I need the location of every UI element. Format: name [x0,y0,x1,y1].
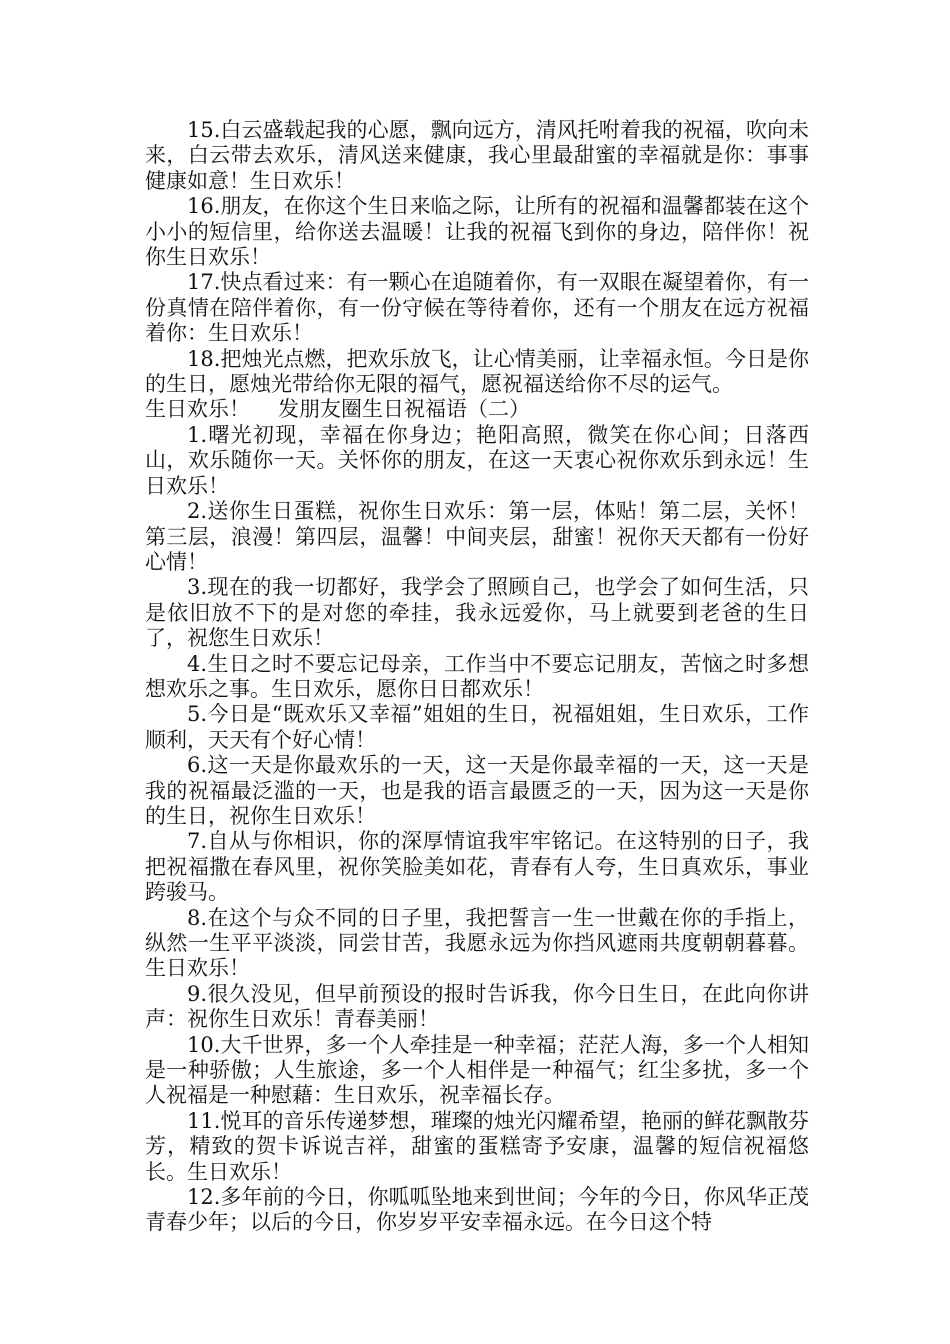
list-item: 10.大千世界，多一个人牵挂是一种幸福；茫茫人海，多一个人相知是一种骄傲；人生旅途，多一个人相伴是一种福气；红尘多扰，多一个人祝福是一种慰藉：生日欢乐，祝幸福长存。 [145,1032,809,1108]
paragraph-16: 16.朋友，在你这个生日来临之际，让所有的祝福和温馨都装在这个小小的短信里，给你送去温暖！让我的祝福飞到你的身边，陪伴你！祝你生日欢乐！ [145,194,809,270]
paragraph-15: 15.白云盛载起我的心愿，飘向远方，清风托咐着我的祝福，吹向未来，白云带去欢乐，清风送来健康，我心里最甜蜜的幸福就是你：事事健康如意！生日欢乐！ [145,118,809,193]
list-item: 1.曙光初现，幸福在你身边；艳阳高照，微笑在你心间；日落西山，欢乐随你一天。关怀你的朋友，在这一天衷心祝你欢乐到永远！生日欢乐！ [145,422,809,498]
list-item: 2.送你生日蛋糕，祝你生日欢乐：第一层，体贴！第二层，关怀！第三层，浪漫！第四层，温馨！中间夹层，甜蜜！祝你天天都有一份好心情！ [145,499,809,574]
paragraph-18: 18.把烛光点燃，把欢乐放飞，让心情美丽，让幸福永恒。今日是你的生日，愿烛光带给你无限的福气，愿祝福送给你不尽的运气。 [145,346,809,397]
list-item: 12.多年前的今日，你呱呱坠地来到世间；今年的今日，你风华正茂青春少年；以后的今日，你岁岁平安幸福永远。在今日这个特 [145,1185,809,1235]
list-item: 7.自从与你相识，你的深厚情谊我牢牢铭记。在这特别的日子，我把祝福撒在春风里，祝你笑脸美如花，青春有人夸，生日真欢乐，事业跨骏马。 [145,829,809,905]
section-line [145,397,809,422]
list-item: 4.生日之时不要忘记母亲，工作当中不要忘记朋友，苦恼之时多想想欢乐之事。生日欢乐，愿你日日都欢乐！ [145,651,809,701]
list-item: 3.现在的我一切都好，我学会了照顾自己，也学会了如何生活，只是依旧放不下的是对您的牵挂，我永远爱你，马上就要到老爸的生日了，祝您生日欢乐！ [145,575,809,651]
list-item: 11.悦耳的音乐传递梦想，璀璨的烛光闪耀希望，艳丽的鲜花飘散芬芳，精致的贺卡诉说吉祥，甜蜜的蛋糕寄予安康，温馨的短信祝福悠长。生日欢乐！ [145,1108,809,1184]
document-body [145,118,809,1236]
list-item: 5.今日是“既欢乐又幸福”姐姐的生日，祝福姐姐，生日欢乐，工作顺利，天天有个好心情！ [145,702,809,752]
list-item: 9.很久没见，但早前预设的报时告诉我，你今日生日，在此向你讲声：祝你生日欢乐！青春美丽！ [145,981,809,1032]
list-item: 8.在这个与众不同的日子里，我把誓言一生一世戴在你的手指上，纵然一生平平淡淡，同尝甘苦，我愿永远为你挡风遮雨共度朝朝暮暮。生日欢乐！ [145,905,809,981]
paragraph-18-tail: 生日欢乐！ [145,397,250,422]
list-item: 6.这一天是你最欢乐的一天，这一天是你最幸福的一天，这一天是我的祝福最泛滥的一天，也是我的语言最匮乏的一天，因为这一天是你的生日，祝你生日欢乐！ [145,753,809,828]
section-heading: 发朋友圈生日祝福语（二） [278,397,530,422]
paragraph-17: 17.快点看过来：有一颗心在追随着你，有一双眼在凝望着你，有一份真情在陪伴着你，有一份守候在等待着你，还有一个朋友在远方祝福着你：生日欢乐！ [145,270,809,346]
